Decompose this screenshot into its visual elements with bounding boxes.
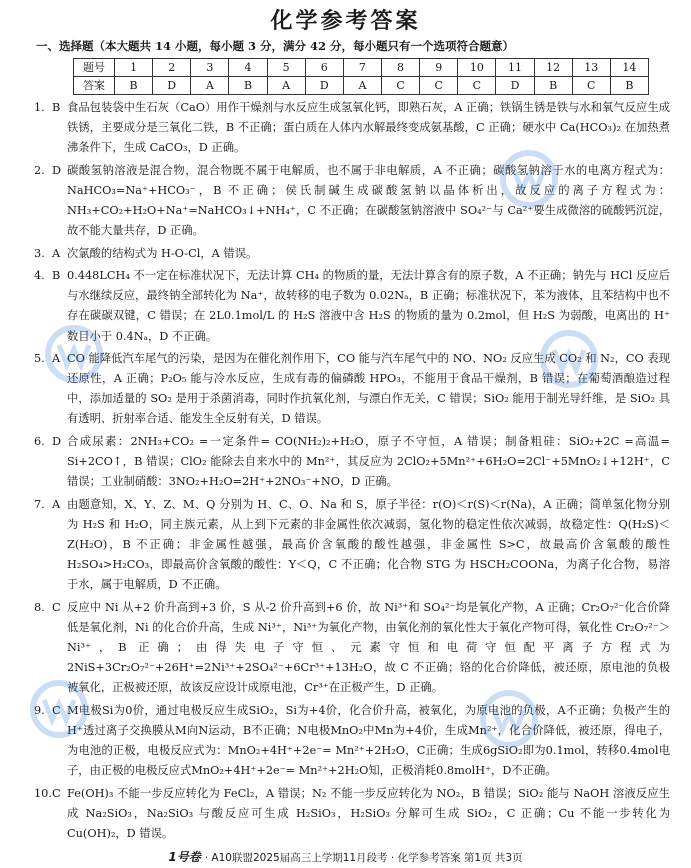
item-text: 食品包装袋中生石灰（CaO）用作干燥剂与水反应生成氢氧化钙，即熟石灰，A 正确；铁锅生锈是铁与水和氧气反应生成铁锈，主要成分是三氧化二铁，B 不正确；蛋白质在人体内水解最终变成氨基酸，C 正确；硬水中 Ca(HCO₃)₂ 在加热煮沸条件下，生成 CaCO₃，D 正确。 [67,101,670,155]
item-text: M电极Si为0价，通过电极反应生成SiO₂，Si为+4价，化合价升高，被氧化，为原电池的负极，A不正确；负极产生的H⁺透过离子交换膜从M向N运动，B不正确；N电极MnO₂中Mn为+4价，生成Mn²⁺，化合价降低，被还原，得电子，为电池的正极，电极反应式为：MnO₂+4H⁺+2e⁻= Mn²⁺+2H₂O，C正确；生成6gSiO₂即为0.1mol，转移0.4mol电子，由正极的电极反应式MnO₂+4H⁺+2e⁻= Mn²⁺+2H₂O知，正极消耗0.8molH⁺，D不正确。 [67,703,670,777]
page-title: 化学参考答案 [270,9,421,34]
item-text: 合成尿素：2NH₃+CO₂ =一定条件= CO(NH₂)₂+H₂O，原子不守恒，A 错误；制备粗硅：SiO₂+2C =高温= Si+2CO↑，B 错误；ClO₂ 能除去自来水中的 Mn²⁺，其反应为 2ClO₂+5Mn²⁺+6H₂O=2Cl⁻+5MnO₂↓+12H⁺，C 错误；工业制硝酸：3NO₂+H₂O=2H⁺+2NO₃⁻+NO，D 正确。 [67,435,670,489]
table-cell-number: 9 [420,59,458,77]
table-cell-number: 8 [381,59,419,77]
item-text: Fe(OH)₃ 不能一步反应转化为 FeCl₂，A 错误；N₂ 不能一步反应转化为 NO₂，B 错误；SiO₂ 能与 NaOH 溶液反应生成 Na₂SiO₃，Na₂SiO₃ 与酸反应可生成 H₂SiO₃，H₂SiO₃ 分解可生成 SiO₂，C 正确；Cu 不能一步转化为 Cu(OH)₂，D 错误。 [67,786,670,840]
question-number-row [74,59,649,77]
item-answer: C [52,703,61,717]
table-cell-number: 13 [572,59,610,77]
item-text: 碳酸氢钠溶液是混合物，混合物既不属于电解质，也不属于非电解质，A 不正确；碳酸氢钠溶于水的电离方程式为：NaHCO₃=Na⁺+HCO₃⁻，B 不正确；侯氏制碱生成碳酸氢钠以晶体析出，故反应的离子方程式为：NH₃+CO₂+H₂O+Na⁺=NaHCO₃↓+NH₄⁺，C 不正确；在碳酸氢钠溶液中 SO₄²⁻与 Ca²⁺要生成微溶的硫酸钙沉淀，故不能大量共存，D 正确。 [67,163,670,238]
explanation-item [34,98,670,158]
item-answer: C [52,786,61,800]
table-cell-answer: B [610,77,648,95]
table-cell-answer: A [191,77,229,95]
item-answer: A [52,352,61,366]
table-cell-answer: B [115,77,153,95]
table-cell-number: 11 [496,59,534,77]
watermark-logo-icon [45,325,103,383]
section-heading: 一、选择题（本大题共 14 小题，每小题 3 分，满分 42 分，每小题只有一个选项符合题意） [36,39,515,53]
explanation-item [34,432,670,492]
item-answer: D [52,435,62,448]
item-number: 4. [34,269,45,283]
table-cell-answer: D [496,77,534,95]
item-answer: A [52,246,61,260]
table-cell-number: 12 [534,59,572,77]
item-number: 9. [34,703,45,717]
item-text: 由题意知，X、Y、Z、M、Q 分别为 H、C、O、Na 和 S，原子半径：r(O)＜r(S)＜r(Na)，A 正确；简单氢化物分别为 H₂S 和 H₂O，同主族元素，从上到下元素的非金属性依次减弱，氢化物的稳定性依次减弱，故稳定性：Q(H₂S)＜Z(H₂O)，B 不正确；非金属性越强，最高价含氧酸的酸性越强，非金属性 S>C，故最高价含氧酸的酸性 H₂SO₄>H₂CO₃，即最高价含氧酸的酸性：Y＜Q，C 不正确；化合物 STG 为 HSCH₂COONa，为离子化合物，易溶于水，属于电解质，D 不正确。 [67,497,670,592]
table-cell-answer: B [229,77,267,95]
footer-logo: 1号卷 [168,850,201,864]
footer-text: · A10联盟2025届高三上学期11月段考 · 化学参考答案 第1页 共3页 [204,852,523,864]
table-cell-answer: B [534,77,572,95]
item-number: 3. [34,246,45,260]
item-number: 6. [34,435,45,448]
table-cell-answer: C [572,77,610,95]
table-cell-number: 6 [305,59,343,77]
table-cell-answer: A [267,77,305,95]
item-answer: B [52,101,61,114]
item-text: CO 能降低汽车尾气的污染，是因为在催化剂作用下，CO 能与汽车尾气中的 NO、NO₂ 反应生成 CO₂ 和 N₂，CO 表现还原性，A 正确；P₂O₅ 能与冷水反应，生成有毒的偏磷酸 HPO₃，不能用于食品干燥剂，B 错误；在葡萄酒酿造过程中，添加适量的 SO₂ 是用于杀菌消毒，同时作抗氧化剂，与漂白作无关，C 错误；SiO₂ 能用于制光导纤维，是 SiO₂ 具有透明、折射率合适、能发生全反射有关，D 错误。 [67,352,670,426]
watermark-logo-icon [540,330,598,388]
item-answer: B [52,269,61,283]
table-cell-number: 14 [610,59,648,77]
answer-table [73,58,649,95]
explanation-list [34,98,670,846]
item-text: 0.448LCH₄ 不一定在标准状况下，无法计算 CH₄ 的物质的量，无法计算含有的原子数，A 不正确；钠先与 HCl 反应后与水继续反应，最终钠全部转化为 Na⁺，故转移的电子数为 0.02Nₐ，B 正确；标准状况下，苯为液体，且苯结构中也不存在碳碳双键，C 错误；在 2L0.1mol/L 的 H₂S 溶液中含 H₂S 的物质的量为 0.2mol，但 H₂S 为弱酸，电离出的 H⁺数目小于 0.4Nₐ，D 不正确。 [67,269,670,343]
table-cell-number: 5 [267,59,305,77]
table-cell-number: 4 [229,59,267,77]
watermark-logo-icon [500,150,558,208]
table-cell-answer: D [153,77,191,95]
answer-row [74,77,649,95]
item-text: 反应中 Ni 从+2 价升高到+3 价，S 从-2 价升高到+6 价，故 Ni³⁺和 SO₄²⁻均是氧化产物，A 正确；Cr₂O₇²⁻化合价降低是氧化剂，Ni 的化合价升高，生成 Ni³⁺，Ni³⁺为氧化产物，由氧化剂的氧化性大于氧化产物可得，氧化性 Cr₂O₇²⁻＞Ni³⁺，B 正确；由得失电子守恒、元素守恒和电荷守恒配平离子方程式为 2NiS+3Cr₂O₇²⁻+26H⁺=2Ni³⁺+2SO₄²⁻+6Cr³⁺+13H₂O，故 C 不正确；铬的化合价降低，被还原，原电池的负极被氧化，正极被还原，故该反应设计成原电池，Cr³⁺在正极产生，D 正确。 [67,600,670,695]
table-cell-answer: C [420,77,458,95]
explanation-item [34,244,670,264]
explanation-item [34,161,670,241]
table-cell-number: 7 [343,59,381,77]
table-cell-answer: C [381,77,419,95]
item-text: 次氯酸的结构式为 H-O-Cl，A 错误。 [67,246,258,260]
table-cell-answer: D [305,77,343,95]
table-cell-number: 1 [115,59,153,77]
explanation-item [34,495,670,595]
item-number: 1. [34,101,45,114]
table-cell-answer: A [343,77,381,95]
explanation-item [34,701,670,781]
table-cell-number: 3 [191,59,229,77]
row-label-answer: 答案 [74,77,115,95]
item-number: 7. [34,497,45,511]
item-answer: D [52,163,62,177]
watermark-logo-icon [480,690,538,748]
item-answer: A [52,497,61,511]
item-number: 2. [34,163,45,177]
table-cell-number: 2 [153,59,191,77]
item-number: 5. [34,352,45,366]
table-cell-answer: C [458,77,496,95]
watermark-logo-icon [30,680,88,738]
row-label-number: 题号 [74,59,115,77]
table-cell-number: 10 [458,59,496,77]
item-number: 10. [34,786,52,800]
explanation-item [34,784,670,844]
item-number: 8. [34,600,45,614]
item-answer: C [52,600,61,614]
explanation-item [34,598,670,698]
page-footer [0,848,691,865]
